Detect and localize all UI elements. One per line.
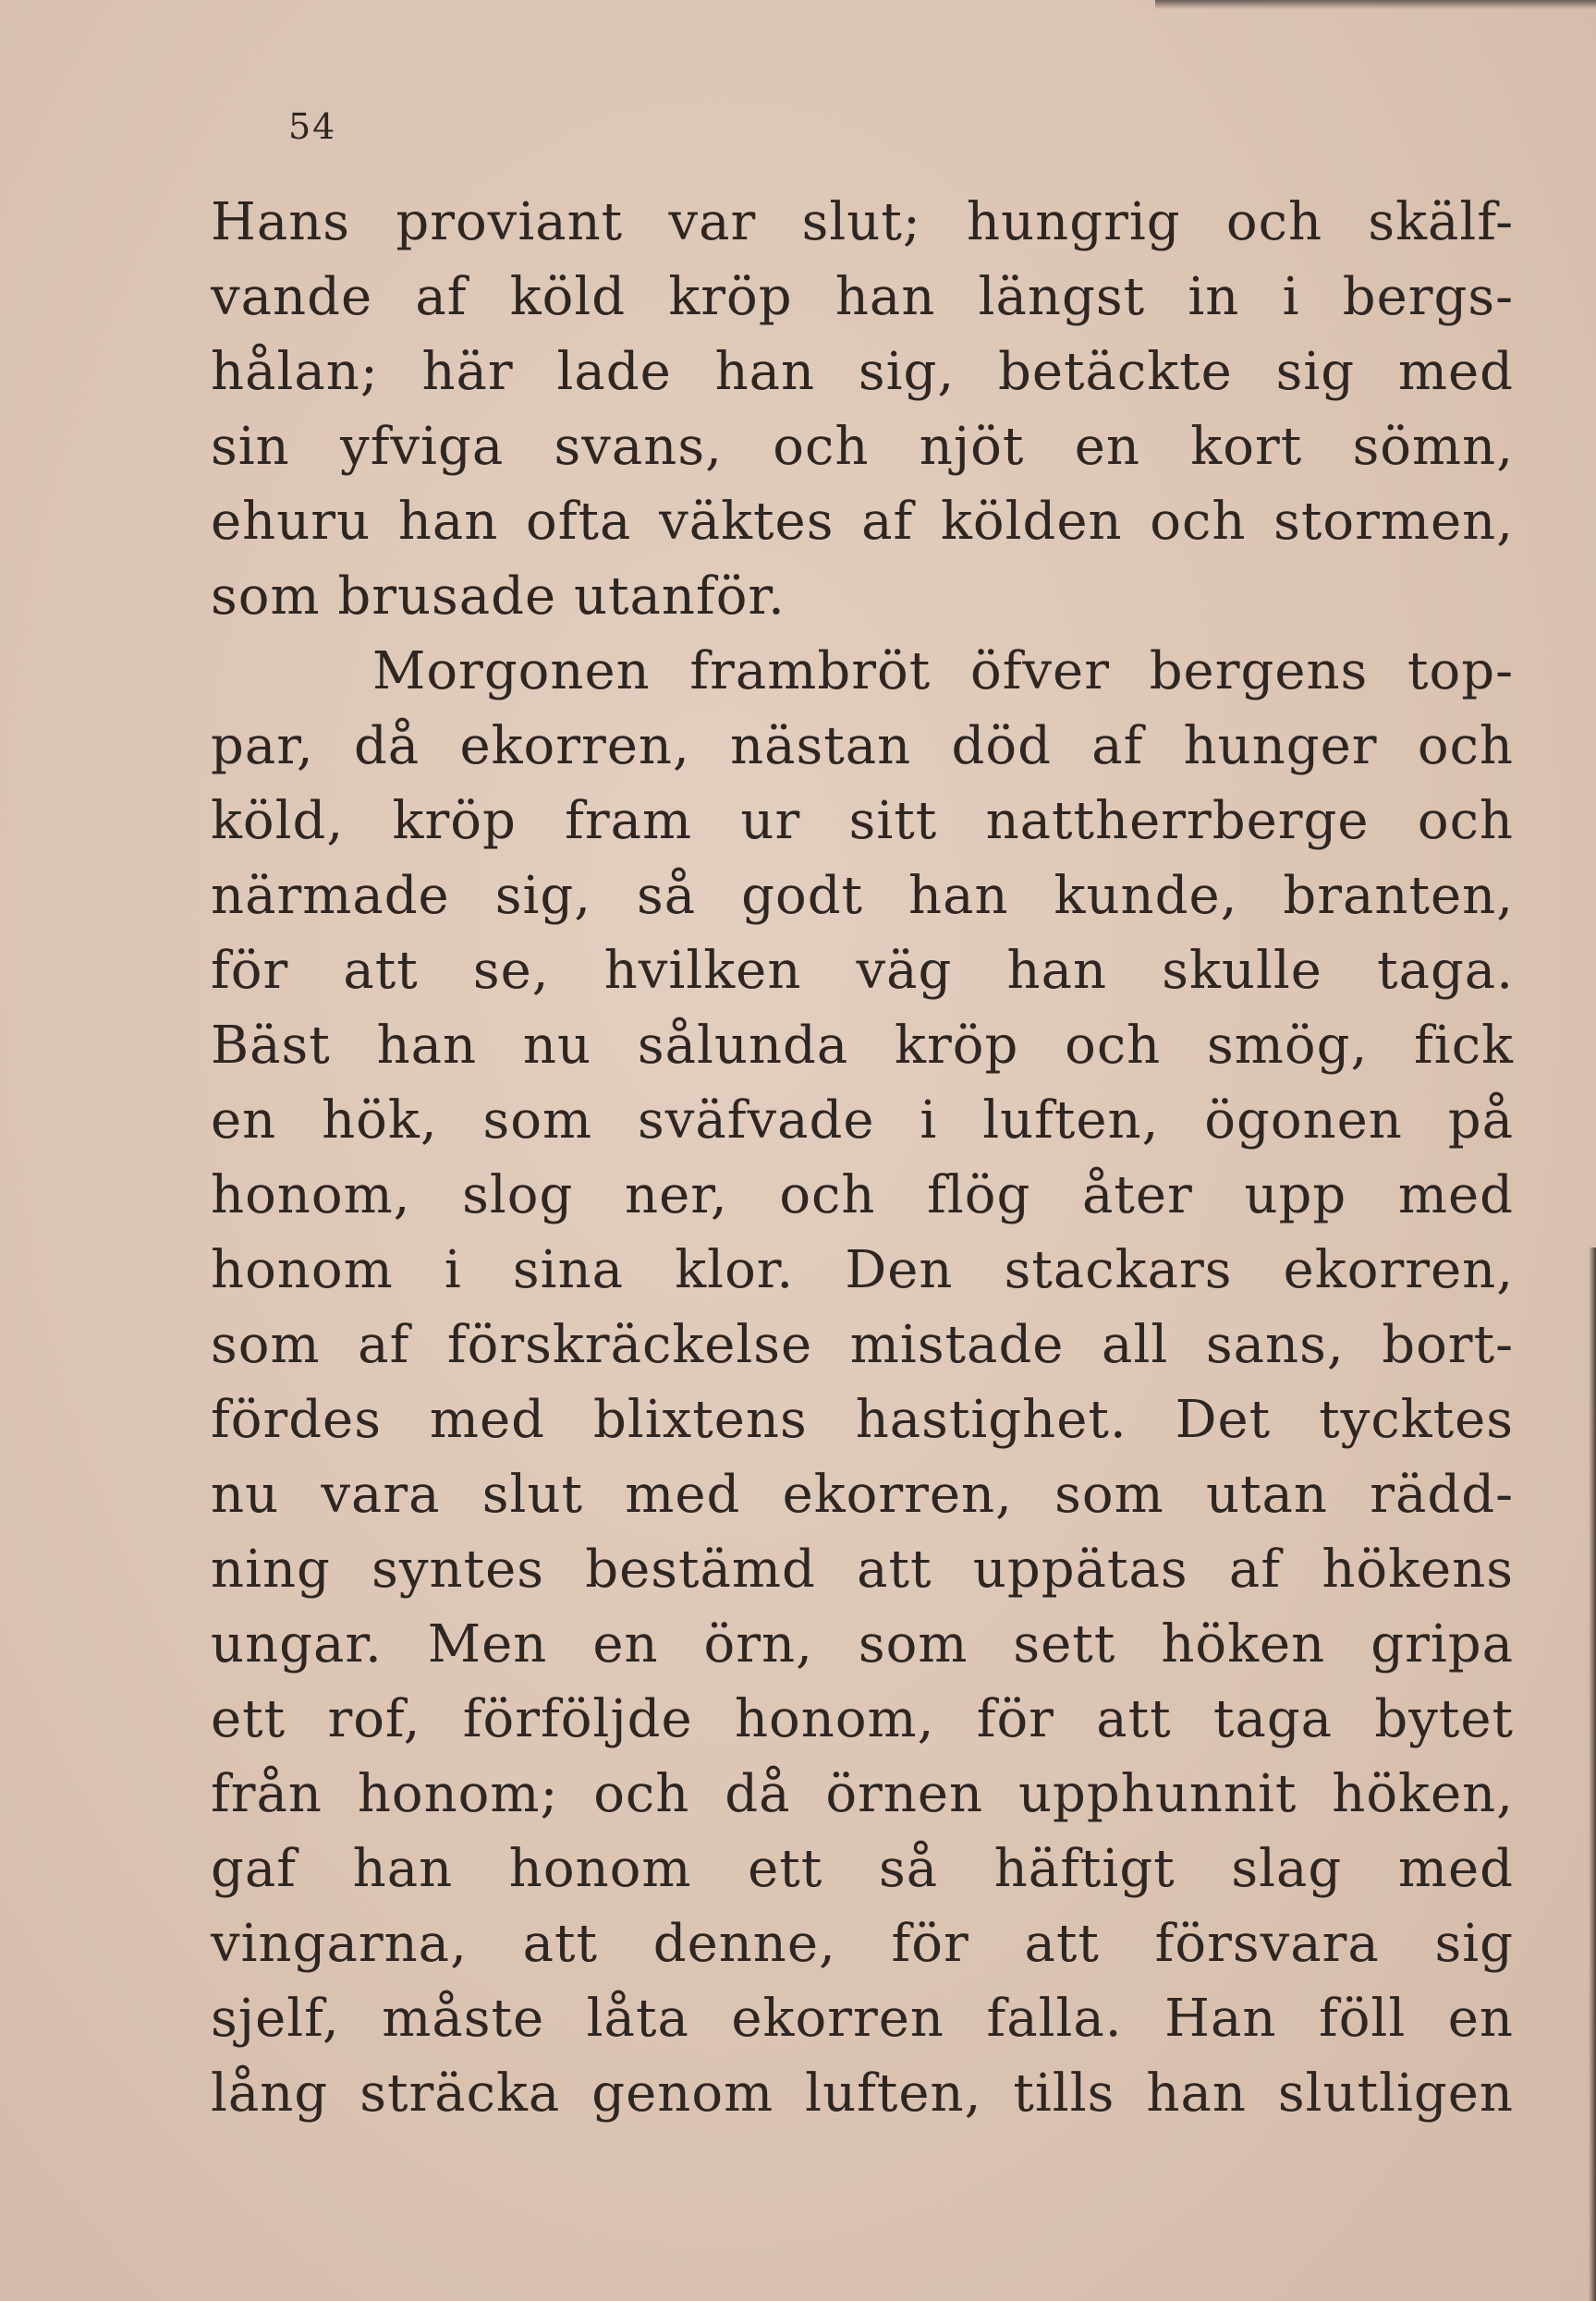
text-line: från honom; och då örnen upphunnit höken,: [211, 1764, 1514, 1824]
text-line: sjelf, måste låta ekorren falla. Han föll en: [211, 1989, 1514, 2049]
text-line: honom, slog ner, och flög åter upp med: [211, 1165, 1514, 1225]
text-line: Morgonen frambröt öfver bergens top-: [372, 641, 1514, 701]
text-line: en hök, som sväfvade i luften, ögonen på: [211, 1090, 1514, 1150]
page-number: 54: [288, 106, 337, 147]
text-line: köld, kröp fram ur sitt nattherrberge och: [211, 791, 1514, 851]
text-line: gaf han honom ett så häftigt slag med: [211, 1839, 1514, 1899]
page-top-shadow: [1155, 0, 1596, 9]
text-line: ungar. Men en örn, som sett höken gripa: [211, 1614, 1514, 1674]
text-line: ning syntes bestämd att uppätas af hökens: [211, 1540, 1514, 1600]
text-line: par, då ekorren, nästan död af hunger och: [211, 716, 1514, 776]
text-line: fördes med blixtens hastighet. Det tycktes: [211, 1390, 1514, 1450]
text-line: ett rof, förföljde honom, för att taga bytet: [211, 1689, 1514, 1749]
text-line: som af förskräckelse mistade all sans, bort-: [211, 1315, 1514, 1375]
text-line: ehuru han ofta väktes af kölden och stormen,: [211, 492, 1514, 552]
text-line: nu vara slut med ekorren, som utan rädd-: [211, 1465, 1514, 1525]
text-line: sin yfviga svans, och njöt en kort sömn,: [211, 417, 1514, 477]
text-line: för att se, hvilken väg han skulle taga.: [211, 941, 1514, 1001]
text-line: lång sträcka genom luften, tills han slutligen: [211, 2064, 1514, 2124]
text-line: närmade sig, så godt han kunde, branten,: [211, 866, 1514, 926]
text-line: vingarna, att denne, för att försvara sig: [211, 1914, 1514, 1974]
text-line: honom i sina klor. Den stackars ekorren,: [211, 1240, 1514, 1300]
text-line: vande af köld kröp han längst in i bergs-: [211, 267, 1514, 327]
text-line: hålan; här lade han sig, betäckte sig med: [211, 342, 1514, 402]
text-line: Bäst han nu sålunda kröp och smög, fick: [211, 1016, 1514, 1076]
body-text: [211, 185, 1514, 2131]
text-line: Hans proviant var slut; hungrig och skälf-: [211, 192, 1514, 252]
text-line: som brusade utanför.: [211, 566, 786, 627]
page-right-shadow: [1589, 1248, 1596, 2301]
